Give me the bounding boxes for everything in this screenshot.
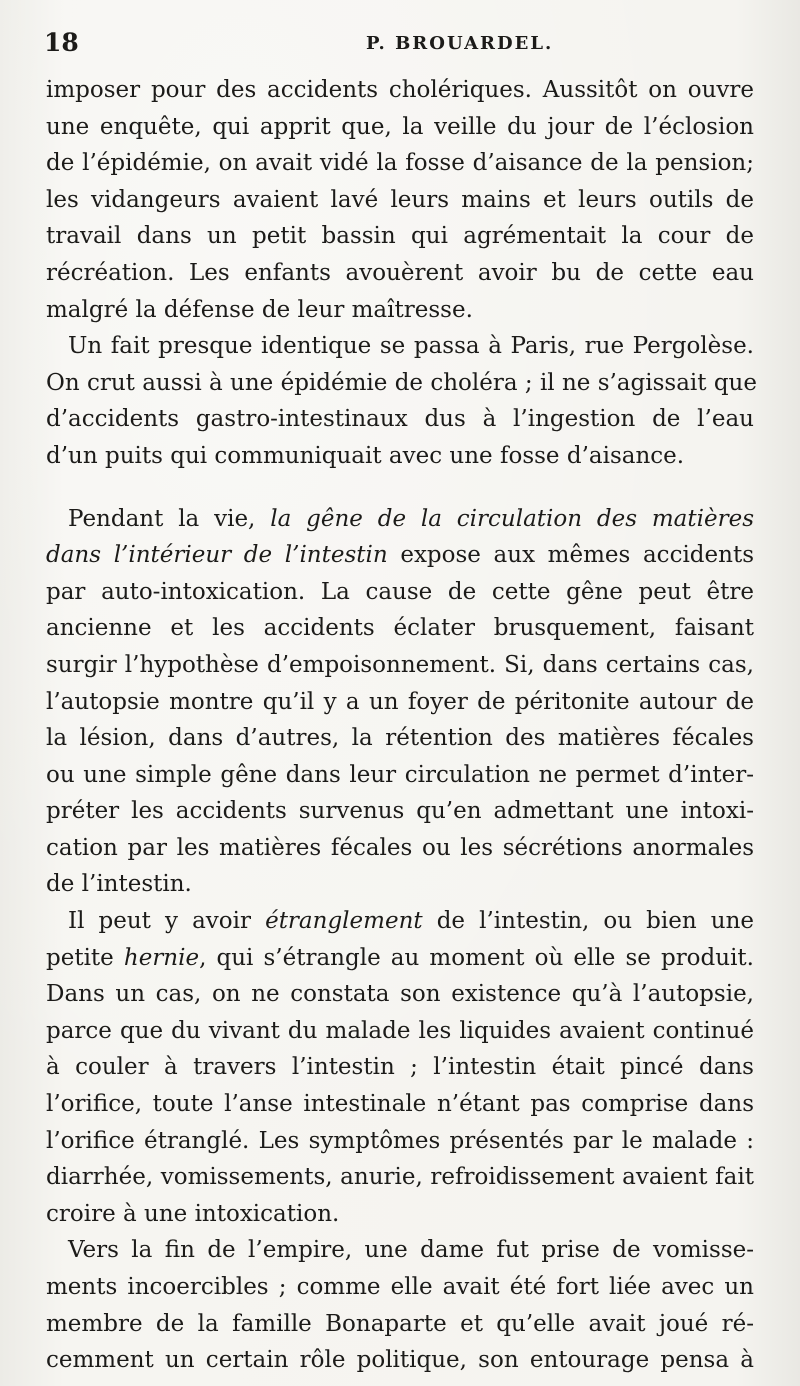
italic-run: hernie bbox=[123, 944, 200, 971]
text-line bbox=[46, 537, 754, 574]
text-line: Dans un cas, on ne constata son existence qu’à l’autopsie, bbox=[46, 981, 754, 1008]
paragraph bbox=[46, 903, 754, 1232]
text-line: diarrhée, vomissements, anurie, refroidissement avaient fait bbox=[46, 1164, 754, 1191]
text-line bbox=[46, 940, 754, 977]
text-line: préter les accidents survenus qu’en admettant une intoxi- bbox=[46, 798, 754, 825]
text-line: d’accidents gastro-intestinaux dus à l’ingestion de l’eau bbox=[46, 406, 754, 433]
text-line: malgré la défense de leur maîtresse. bbox=[46, 296, 473, 323]
italic-run: dans l’intérieur de l’intestin bbox=[46, 542, 388, 569]
text-line: récréation. Les enfants avouèrent avoir bu de cette eau bbox=[46, 259, 754, 286]
text-line: de l’intestin. bbox=[46, 871, 192, 898]
italic-run: la gêne de la circulation des matières bbox=[270, 505, 754, 532]
italic-run: étranglement bbox=[265, 908, 423, 935]
paragraph bbox=[46, 328, 757, 474]
paragraph bbox=[46, 72, 754, 328]
text-line: d’un puits qui communiquait avec une fosse d’aisance. bbox=[46, 442, 685, 469]
running-head: P. BROUARDEL. bbox=[366, 33, 554, 54]
text-line: ments incoercibles ; comme elle avait été fort liée avec un bbox=[46, 1274, 754, 1300]
text-line: cemment un certain rôle politique, son entourage pensa à bbox=[46, 1347, 754, 1374]
text-run: Il peut y avoir bbox=[68, 908, 266, 935]
text-run: Pendant la vie, bbox=[68, 505, 271, 532]
text-line: les vidangeurs avaient lavé leurs mains et leurs outils de bbox=[46, 186, 754, 213]
text-line: surgir l’hypothèse d’empoisonnement. Si, dans certains cas, bbox=[46, 651, 754, 678]
body-text bbox=[46, 72, 757, 1379]
text-line: travail dans un petit bassin qui agrémentait la cour de bbox=[46, 223, 754, 250]
text-run: de l’intestin, ou bien une bbox=[422, 908, 754, 935]
text-line: une enquête, qui apprit que, la veille du jour de l’éclosion bbox=[46, 113, 754, 140]
page-number: 18 bbox=[44, 28, 79, 57]
text-line: cation par les matières fécales ou les sécrétions anormales bbox=[46, 834, 754, 861]
text-line: ou une simple gêne dans leur circulation ne permet d’inter- bbox=[46, 761, 754, 788]
text-line: Vers la fin de l’empire, une dame fut prise de vomisse- bbox=[68, 1237, 754, 1264]
text-run: , qui s’étrangle au moment où elle se produit. bbox=[199, 944, 754, 971]
text-line: l’orifice, toute l’anse intestinale n’étant pas comprise dans bbox=[46, 1091, 754, 1118]
text-run: expose aux mêmes accidents bbox=[387, 542, 754, 569]
text-line: imposer pour des accidents cholériques. Aussitôt on ouvre bbox=[46, 77, 754, 103]
text-line bbox=[46, 903, 754, 940]
text-line: à couler à travers l’intestin ; l’intestin était pincé dans bbox=[46, 1054, 754, 1081]
text-line: croire à une intoxication. bbox=[46, 1200, 340, 1227]
paragraph bbox=[46, 501, 754, 904]
page-header bbox=[44, 28, 756, 64]
text-line: l’orifice étranglé. Les symptômes présentés par le malade : bbox=[46, 1127, 754, 1154]
paragraph bbox=[46, 1232, 754, 1378]
text-line: l’autopsie montre qu’il y a un foyer de péritonite autour de bbox=[46, 688, 754, 715]
section-gap bbox=[46, 475, 754, 501]
text-line: parce que du vivant du malade les liquides avaient continué bbox=[46, 1017, 754, 1044]
text-line bbox=[46, 501, 754, 538]
text-line: de l’épidémie, on avait vidé la fosse d’aisance de la pension; bbox=[46, 150, 754, 177]
text-line: On crut aussi à une épidémie de choléra ; il ne s’agissait que bbox=[46, 369, 757, 396]
text-run: petite bbox=[46, 944, 124, 971]
text-line: ancienne et les accidents éclater brusquement, faisant bbox=[46, 615, 754, 642]
text-line: membre de la famille Bonaparte et qu’elle avait joué ré- bbox=[46, 1310, 754, 1337]
text-line: Un fait presque identique se passa à Paris, rue Pergolèse. bbox=[68, 333, 754, 360]
text-line: la lésion, dans d’autres, la rétention des matières fécales bbox=[46, 725, 754, 752]
text-line: par auto-intoxication. La cause de cette gêne peut être bbox=[46, 578, 754, 605]
